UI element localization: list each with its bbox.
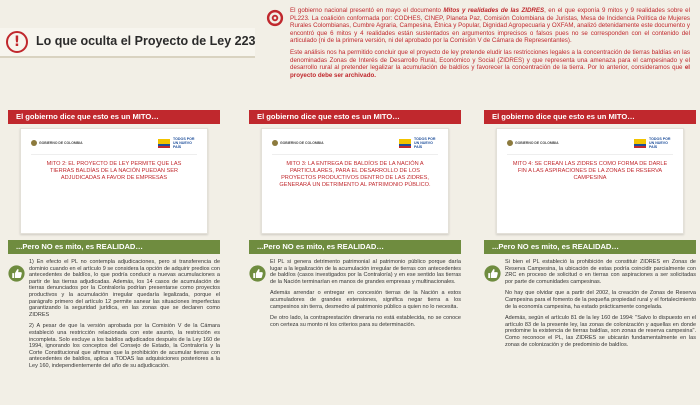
reality-body [8, 259, 220, 370]
myth-statement: MITO 4: SE CREAN LAS ZIDRES COMO FORMA DE DARLE FIN A LAS ASPIRACIONES DE LA ZONAS DE RESERVA CAMPESINA [512, 161, 668, 181]
bullseye-icon [266, 9, 284, 27]
reality-paragraph: De otro lado, la contraprestación dineraria no está establecida, no se conoce con certeza su monto ni los criterios para su determinación. [270, 315, 461, 328]
reality-paragraph: 2) A pesar de que la versión aprobada por la Comisión V de la Cámara estableció una restricción relacionada con este asunto, la restricción es incompleta. Solo excluye a los baldíos adjudicados después de la Ley 160 de 1994, ignorando los conceptos del Consejo de Estado, la Contraloría y la Corte Constitucional que afirman que la prohibición de acumular tierras con antecedentes de baldíos, aplica a TODAS las adquisiciones posteriores a la Ley 160, independientemente del año de su adjudicación. [29, 323, 220, 369]
thumbs-up-icon [249, 265, 266, 282]
reality-paragraph: Además arrendar o entregar en concesión tierras de la Nación a estos acumuladores de grandes extensiones, significa negar tierra a los campesinos sin tierra, desmedro al patrimonio público a quien no lo necesita. [270, 290, 461, 310]
myth-statement: MITO 2: EL PROYECTO DE LEY PERMITE QUE LAS TIERRAS BALDÍAS DE LA NACIÓN PUEDAN SER ADJUDICADAS A FAVOR DE EMPRESAS [46, 161, 182, 181]
seal-icon [31, 140, 37, 146]
gov-logo: GOBIERNO DE COLOMBIA [31, 140, 83, 146]
reality-text [505, 259, 696, 348]
divider [272, 154, 438, 155]
brand-logo: TODOS POR UN NUEVO PAÍS [158, 137, 197, 149]
flag-icon [158, 139, 170, 148]
conclusion-text: el proyecto debe ser archivado. [290, 64, 690, 79]
reality-body [249, 259, 461, 328]
intro-paragraph: Este análisis nos ha permitido concluir que el proyecto de ley pretende eludir las restricciones legales a la concentración de tierras baldías en las denominadas Zonas de Interés de Desarrollo Rural, Económico y Social (ZIDRES) y que representa una amenaza para el campesinado y el desarrollo rural al pretender legalizar la acumulación de baldíos y favorecer la concentración de la tierra. Por lo anterior, consideramos que el proyecto debe ser archivado. [290, 48, 690, 79]
reality-paragraph: 1) En efecto el PL no contempla adjudicaciones, pero si transferencia de dominio cuando en el artículo 9 se considera la opción de adquirir predios con antecedentes de baldíos, lo que podría conducir a nuevas acumulaciones a partir de las tierras adjudicadas. Además, los 14 casos de acumulación de tierras denunciados por la Contraloría podrían presentarse como proyectos productivos y la acumulación irregular quedaría legalizada, porque el parágrafo primero del artículo 12 permite sanear las situaciones imperfectas garantizando la seguridad jurídica, en las zonas que se declaren como ZIDRES [29, 259, 220, 318]
seal-icon [272, 140, 278, 146]
brand-logo: TODOS POR UN NUEVO PAÍS [399, 137, 438, 149]
page-title: Lo que oculta el Proyecto de Ley 223 [36, 34, 256, 48]
claim-bar: El gobierno dice que esto es un MITO… [249, 110, 461, 124]
page-title-bar [0, 28, 255, 58]
myth-slide [496, 128, 684, 234]
gov-logo: GOBIERNO DE COLOMBIA [507, 140, 559, 146]
reality-bar: ...Pero NO es mito, es REALIDAD… [249, 240, 461, 254]
intro-text [290, 7, 690, 79]
divider [31, 154, 197, 155]
reality-text [270, 259, 461, 328]
myth-column [484, 110, 696, 348]
reality-paragraph: No hay que olvidar que a partir del 2002, la creación de Zonas de Reserva Campesina para el fomento de la pequeña propiedad rural y el fortalecimiento de la economía campesina, ha estado prácticamente congelada. [505, 290, 696, 310]
myth-column [8, 110, 220, 370]
reality-bar: ...Pero NO es mito, es REALIDAD… [484, 240, 696, 254]
reality-text [29, 259, 220, 370]
reality-paragraph: El PL si genera detrimento patrimonial al patrimonio público porque daría lugar a la legalización de la acumulación irregular de tierras con antecedentes de baldíos (casos investigados por la Contraloría) y en ese sentido las tierras de la Nación terminarían en manos de grandes empresas y multinacionales. [270, 259, 461, 285]
brand-logo: TODOS POR UN NUEVO PAÍS [634, 137, 673, 149]
myth-slide [261, 128, 449, 234]
myth-statement: MITO 3: LA ENTREGA DE BALDÍOS DE LA NACIÓN A PARTICULARES, PARA EL DESARROLLO DE LOS PROYECTOS PRODUCTIVOS DENTRO DE LAS ZIDRES, GENERARÁ UN DETRIMENTO AL PATRIMONIO PÚBLICO. [279, 161, 431, 188]
document-title: Mitos y realidades de las ZIDRES [443, 7, 545, 14]
reality-paragraph: Si bien el PL estableció la prohibición de constituir ZIDRES en Zonas de Reserva Campesina, la ubicación de estas podría coincidir parcialmente con ZRC en proceso de solicitud o en tierras con aspiraciones a ser solicitadas por parte de comunidades campesinas. [505, 259, 696, 285]
thumbs-up-icon [484, 265, 501, 282]
divider [507, 154, 673, 155]
claim-bar: El gobierno dice que esto es un MITO… [8, 110, 220, 124]
alert-icon: ! [6, 31, 28, 53]
gov-logo: GOBIERNO DE COLOMBIA [272, 140, 324, 146]
flag-icon [399, 139, 411, 148]
myth-column [249, 110, 461, 328]
reality-body [484, 259, 696, 348]
reality-bar: ...Pero NO es mito, es REALIDAD… [8, 240, 220, 254]
intro-paragraph: El gobierno nacional presentó en mayo el documento Mitos y realidades de las ZIDRES, en el que exponía 9 mitos y 9 realidades sobre el PL223. La coalición conformada por: CODHES, CINEP, Planeta Paz, Comisión Colombiana de Juristas, Mesa de Incidencia Política de Mujeres Rurales Colombianas, Cumbre Agraria, Campesina, Étnica y Popular, Dignidad Agropecuaria y OXFAM, analizó detenidamente este documento y encontró que 6 mitos y 4 realidades están sustentados en argumentos imprecisos o falsos pues no se corresponden con el contenido del articulado (ni de la primera versión, ni del aprobado por la Comisión V de Cámara de Representantes). [290, 7, 690, 45]
seal-icon [507, 140, 513, 146]
reality-paragraph: Además, según el artículo 81 de la ley 160 de 1994: "Salvo lo dispuesto en el artículo 83 de la presente ley, las zonas de colonización y aquellas en donde predomine la existencia de tierras baldías, son zonas de reserva campesina". Como reconoce el PL, las ZIDRES se ubicarán fundamentalmente en las zonas de colonización y de predominio de baldíos. [505, 315, 696, 348]
myth-slide [20, 128, 208, 234]
claim-bar: El gobierno dice que esto es un MITO… [484, 110, 696, 124]
thumbs-up-icon [8, 265, 25, 282]
flag-icon [634, 139, 646, 148]
